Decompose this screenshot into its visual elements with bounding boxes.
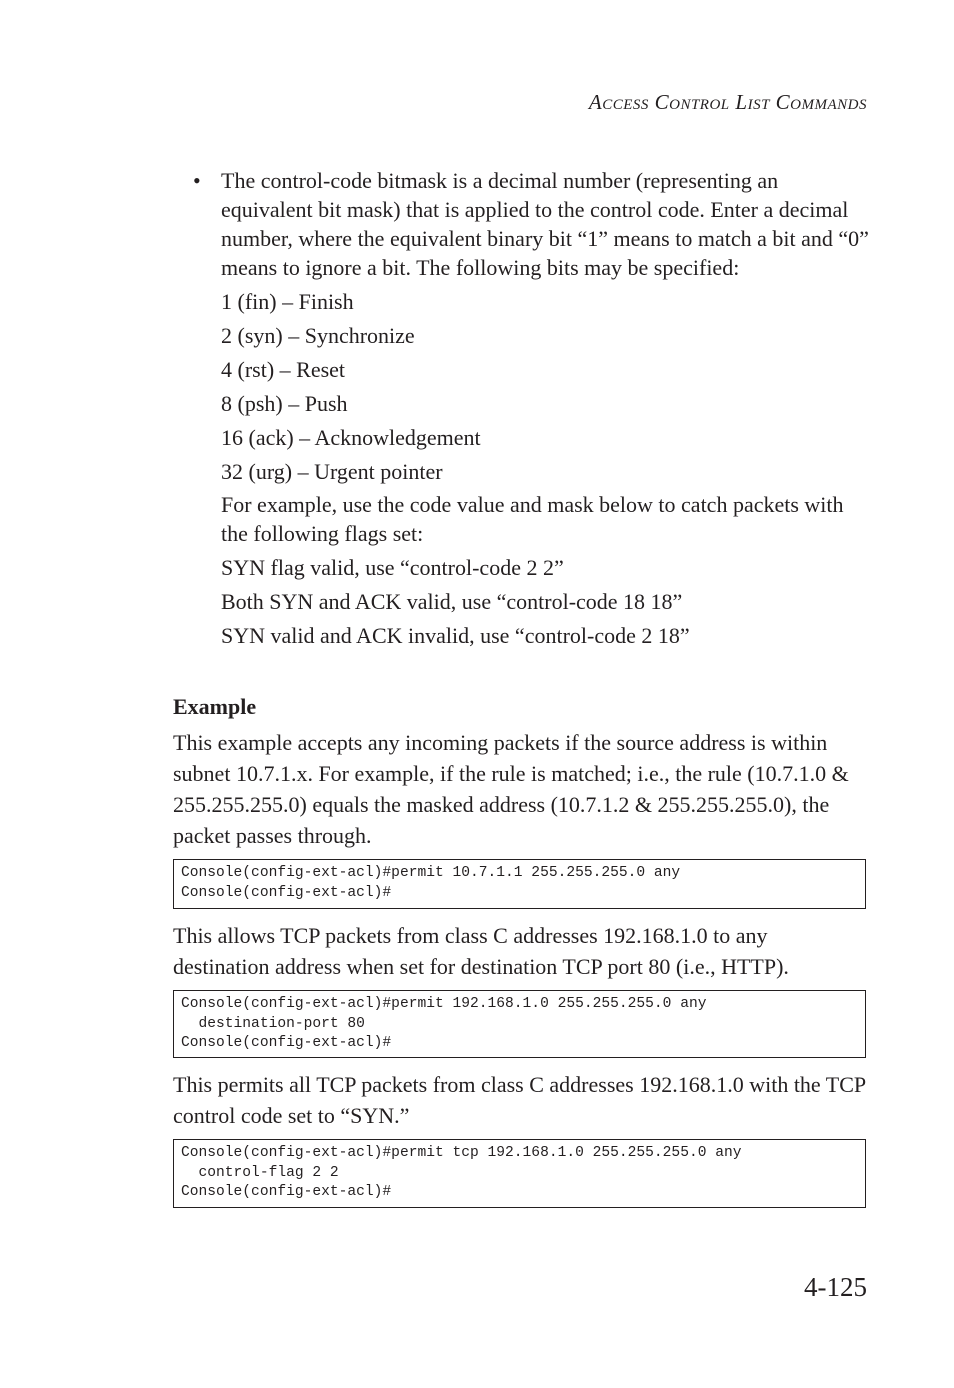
control-code-bullet — [193, 166, 873, 650]
bullet-marker: • — [193, 168, 201, 193]
running-header: Access Control List Commands — [588, 90, 867, 114]
bit-item: 8 (psh) – Push — [221, 391, 348, 416]
flag-example: Both SYN and ACK valid, use “control-code 18 18” — [221, 589, 683, 614]
bit-item: 1 (fin) – Finish — [221, 289, 354, 314]
bit-item: 32 (urg) – Urgent pointer — [221, 459, 443, 484]
code-block-3: Console(config-ext-acl)#permit tcp 192.168.1.0 255.255.255.0 any control-flag 2 2 Console(config-ext-acl)# — [173, 1139, 866, 1208]
bit-item: 16 (ack) – Acknowledgement — [221, 425, 481, 450]
code-block-2: Console(config-ext-acl)#permit 192.168.1.0 255.255.255.0 any destination-port 80 Console(config-ext-acl)# — [173, 990, 866, 1058]
example-paragraph-2: This allows TCP packets from class C addresses 192.168.1.0 to any destination address when set for destination TCP port 80 (i.e., HTTP). — [173, 923, 789, 979]
bullet-intro-text: The control-code bitmask is a decimal number (representing an equivalent bit mask) that is applied to the control code. Enter a decimal number, where the equivalent binary bit “1” means to match a bit and “0” means to ignore a bit. The following bits may be specified: — [221, 168, 869, 280]
page-number: 4-125 — [804, 1272, 867, 1302]
code-block-1: Console(config-ext-acl)#permit 10.7.1.1 255.255.255.0 any Console(config-ext-acl)# — [173, 859, 866, 909]
example-paragraph-1: This example accepts any incoming packets if the source address is within subnet 10.7.1.x. For example, if the rule is matched; i.e., the rule (10.7.1.0 & 255.255.255.0) equals the masked address (10.7.1.2 & 255.255.255.0), the packet passes through. — [173, 730, 849, 848]
bit-item: 2 (syn) – Synchronize — [221, 323, 415, 348]
bit-item: 4 (rst) – Reset — [221, 357, 346, 382]
example-heading: Example — [173, 694, 257, 719]
flag-example-intro: For example, use the code value and mask below to catch packets with the following flags set: — [221, 492, 844, 546]
flag-example: SYN flag valid, use “control-code 2 2” — [221, 555, 564, 580]
example-paragraph-3: This permits all TCP packets from class C addresses 192.168.1.0 with the TCP control code set to “SYN.” — [173, 1072, 866, 1128]
flag-example: SYN valid and ACK invalid, use “control-code 2 18” — [221, 623, 690, 648]
bullet-intro-row — [193, 166, 873, 282]
